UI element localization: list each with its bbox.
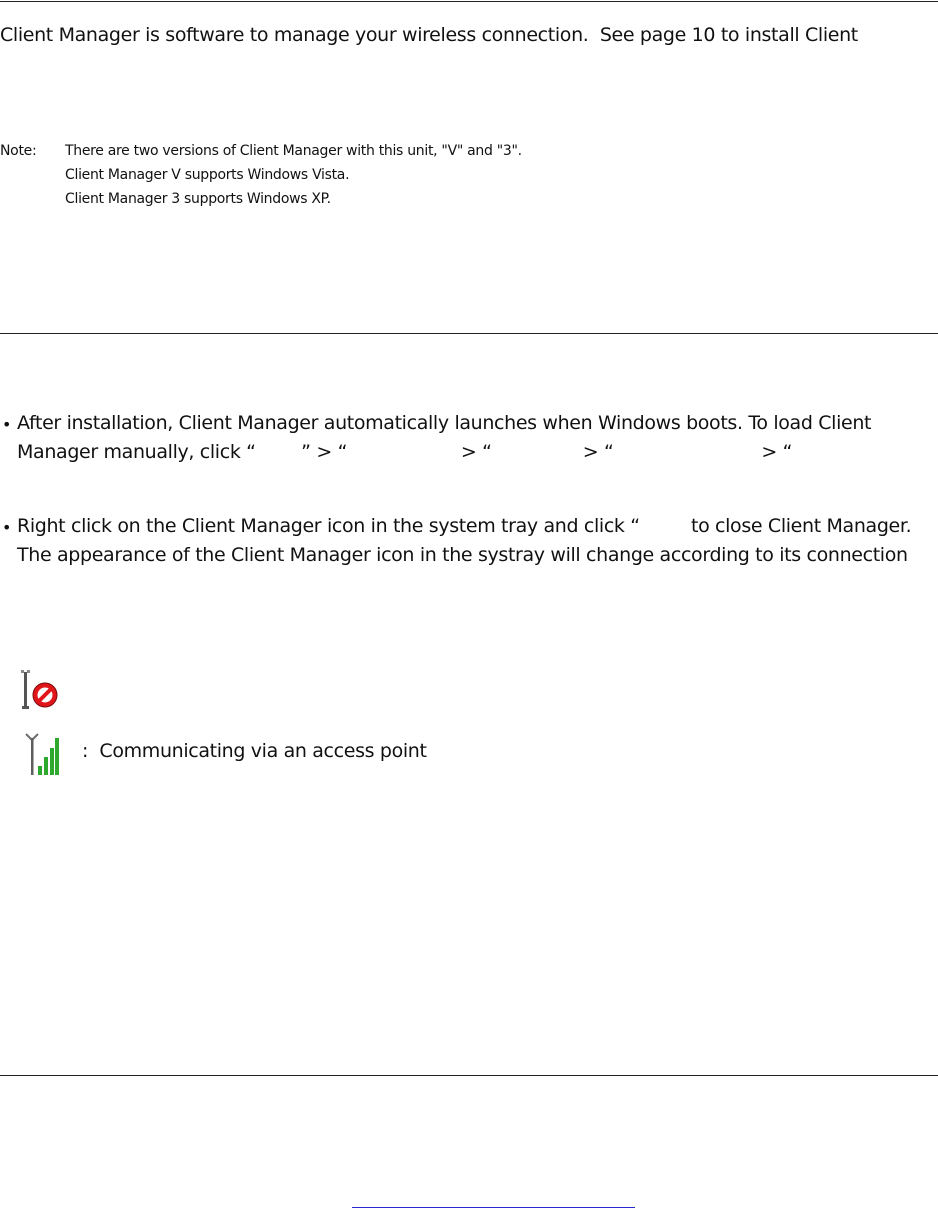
bullet-marker-1: • xyxy=(2,415,12,434)
antenna-disconnected-icon xyxy=(12,668,60,712)
link-underline[interactable] xyxy=(352,1207,635,1208)
section-divider-1 xyxy=(0,333,938,334)
note-line-2: Client Manager V supports Windows Vista. xyxy=(65,167,350,183)
launch-instruction-line-2: Manager manually, click “ ” > “ > “ > “ > “ xyxy=(17,441,793,463)
section-divider-2 xyxy=(0,1075,938,1076)
close-instruction-line-1: Right click on the Client Manager icon in the system tray and click “ to close Client Manager. xyxy=(17,515,912,537)
bullet-marker-2: • xyxy=(2,518,12,537)
launch-instruction-line-1: After installation, Client Manager automatically launches when Windows boots. To load Client xyxy=(17,412,872,434)
note-line-1: There are two versions of Client Manager with this unit, "V" and "3". xyxy=(65,143,522,159)
note-label: Note: xyxy=(0,143,37,159)
intro-text: Client Manager is software to manage your wireless connection. See page 10 to install Client xyxy=(0,24,858,46)
top-divider xyxy=(0,1,938,2)
note-line-3: Client Manager 3 supports Windows XP. xyxy=(65,191,331,207)
antenna-signal-icon xyxy=(24,730,64,778)
close-instruction-line-2: The appearance of the Client Manager icon in the systray will change according to its connection xyxy=(17,544,908,566)
status-icon-label-communicating: : Communicating via an access point xyxy=(82,740,427,762)
